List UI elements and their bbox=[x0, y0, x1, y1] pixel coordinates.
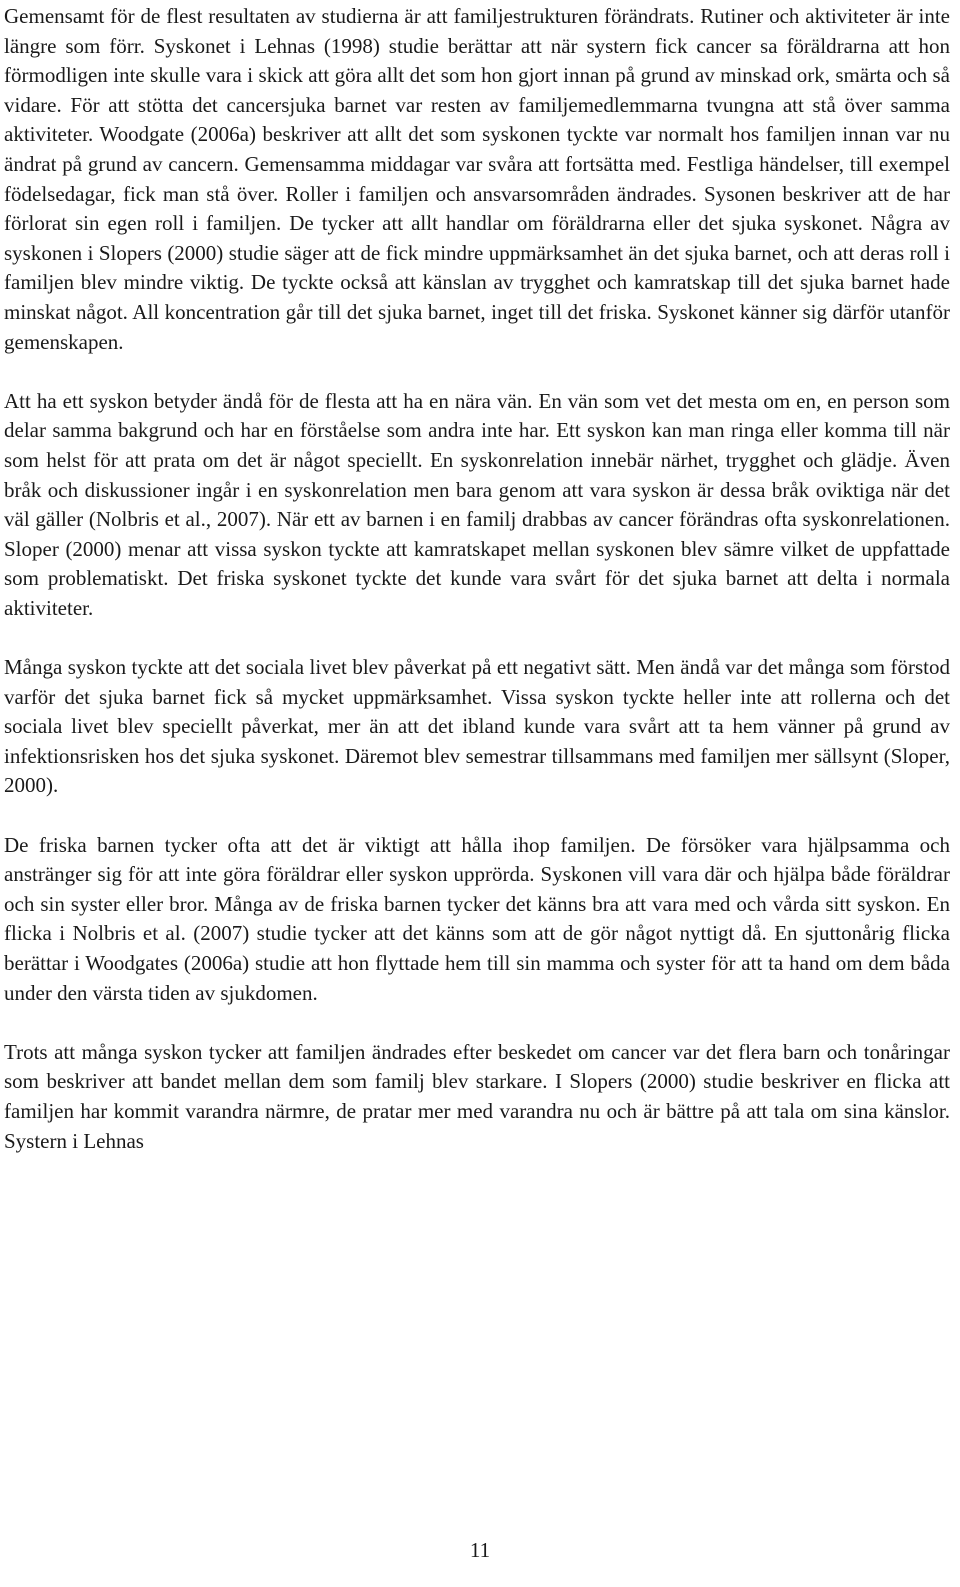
paragraph-3: Många syskon tyckte att det sociala livet blev påverkat på ett negativt sätt. Men ändå var det många som förstod varför det sjuka barnet fick så mycket uppmärksamhet. Vissa syskon tyckte heller inte att rollerna och det sociala livet blev speciellt påverkat, mer än att det ibland kunde vara svårt att ta hem vänner på grund av infektionsrisken hos det sjuka syskonet. Däremot blev semestrar tillsammans med familjen mer sällsynt (Sloper, 2000). bbox=[4, 655, 950, 798]
paragraph-1: Gemensamt för de flest resultaten av studierna är att familjestrukturen förändrats. Rutiner och aktiviteter är inte längre som förr. Syskonet i Lehnas (1998) studie berättar att när systern fick cancer sa föräldrarna att hon förmodligen inte skulle vara i skick att göra allt det som hon gjort innan på grund av minskad ork, smärta och så vidare. För att stötta det cancersjuka barnet var resten av familjemedlemmarna tvungna att stå över samma aktiviteter. Woodgate (2006a) beskriver att allt det som syskonen tyckte var normalt hos familjen innan var nu ändrat på grund av cancern. Gemensamma middagar var svåra att fortsätta med. Festliga händelser, till exempel födelsedagar, fick man stå över. Roller i familjen och ansvarsområden ändrades. Sysonen beskriver att de har förlorat sin egen roll i familjen. De tycker att allt handlar om föräldrarna eller det sjuka syskonet. Några av syskonen i Slopers (2000) studie säger att de fick mindre uppmärksamhet än det sjuka barnet, och att deras roll i familjen blev mindre viktig. De tyckte också att känslan av trygghet och kamratskap till det sjuka barnet hade minskat något. All koncentration går till det sjuka barnet, inget till det friska. Syskonet känner sig därför utanför gemenskapen. bbox=[4, 4, 950, 354]
paragraph-4: De friska barnen tycker ofta att det är viktigt att hålla ihop familjen. De försöker vara hjälpsamma och anstränger sig för att inte göra föräldrar eller syskon upprörda. Syskonen vill vara där och hjälpa både föräldrar och sin syster eller bror. Många av de friska barnen tycker det känns bra att vara med och vårda sitt syskon. En flicka i Nolbris et al. (2007) studie tycker att det känns som att de gör något nyttigt då. En sjuttonårig flicka berättar i Woodgates (2006a) studie att hon flyttade hem till sin mamma och syster för att ta hand om dem båda under den värsta tiden av sjukdomen. bbox=[4, 832, 950, 1005]
paragraph-2: Att ha ett syskon betyder ändå för de flesta att ha en nära vän. En vän som vet det mesta om en, en person som delar samma bakgrund och har en förståelse som andra inte har. Ett syskon kan man ringa eller komma till när som helst för att prata om det är något speciellt. En syskonrelation innebär närhet, trygghet och glädje. Även bråk och diskussioner ingår i en syskonrelation men bara genom att vara syskon är dessa bråk oviktiga när det väl gäller (Nolbris et al., 2007). När ett av barnen i en familj drabbas av cancer förändras ofta syskonrelationen. Sloper (2000) menar att vissa syskon tyckte att kamratskapet mellan syskonen blev sämre vilket de uppfattade som problematiskt. Det friska syskonet tyckte det kunde vara svårt för det sjuka barnet att delta i normala aktiviteter. bbox=[4, 388, 950, 620]
paragraph-5: Trots att många syskon tycker att familjen ändrades efter beskedet om cancer var det flera barn och tonåringar som beskriver att bandet mellan dem som familj blev starkare. I Slopers (2000) studie beskriver en flicka att familjen har kommit varandra närmre, de pratar mer med varandra nu och är bättre på att tala om sina känslor. Systern i Lehnas bbox=[4, 1039, 950, 1153]
page-number: 11 bbox=[469, 1538, 491, 1562]
body-text bbox=[4, 2, 950, 1186]
